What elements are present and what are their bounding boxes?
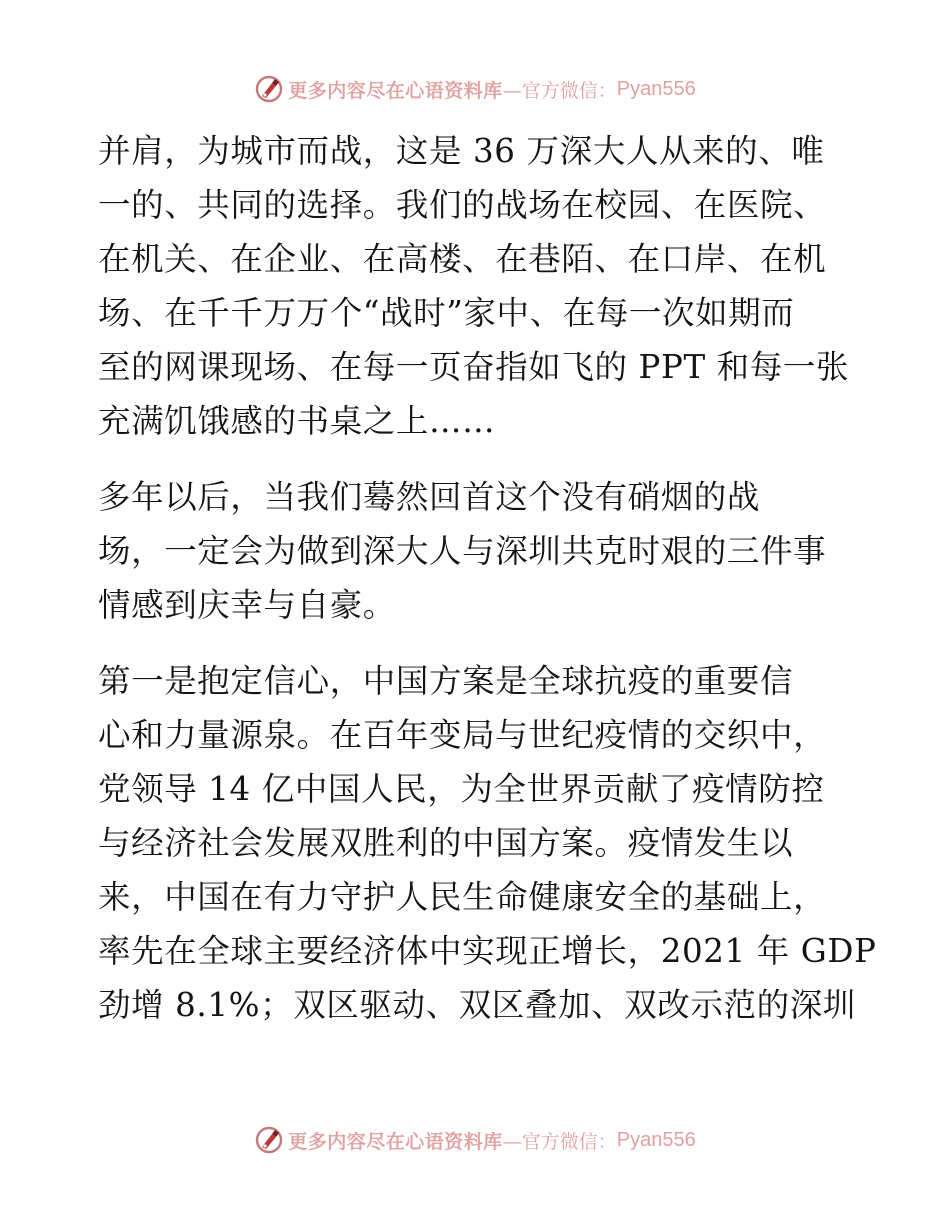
header-banner-main-text: 更多内容尽在心语资料库: [288, 79, 503, 102]
pen-nib-logo-icon: [254, 1125, 284, 1155]
text-line: 率先在全球主要经济体中实现正增长，2021 年 GDP: [98, 932, 877, 970]
footer-banner-separator: —官方微信：: [502, 1130, 617, 1153]
footer-banner-main-text: 更多内容尽在心语资料库: [288, 1130, 503, 1153]
footer-banner-wechat-id: Pyan556: [616, 1128, 696, 1151]
paragraph-spacer: [98, 448, 858, 470]
pen-nib-logo-icon: [254, 74, 284, 104]
text-line: 与经济社会发展双胜利的中国方案。疫情发生以: [98, 824, 794, 862]
paragraph-1: [98, 124, 858, 448]
header-watermark-banner: [0, 72, 950, 106]
header-banner-separator: —官方微信：: [502, 79, 617, 102]
document-body: [98, 124, 877, 1032]
paragraph-3: [98, 654, 877, 1032]
text-line: 心和力量源泉。在百年变局与世纪疫情的交织中，: [98, 716, 827, 754]
text-line: 并肩，为城市而战，这是 36 万深大人从来的、唯: [98, 132, 825, 170]
footer-watermark-banner: [0, 1123, 950, 1157]
text-line: 多年以后，当我们蓦然回首这个没有硝烟的战: [98, 478, 761, 516]
text-line: 第一是抱定信心，中国方案是全球抗疫的重要信: [98, 662, 794, 700]
paragraph-spacer: [98, 632, 858, 654]
text-line: 党领导 14 亿中国人民，为全世界贡献了疫情防控: [98, 770, 825, 808]
text-line: 一的、共同的选择。我们的战场在校园、在医院、: [98, 186, 827, 224]
text-line: 来，中国在有力守护人民生命健康安全的基础上，: [98, 878, 827, 916]
text-line: 劲增 8.1%；双区驱动、双区叠加、双改示范的深圳: [98, 986, 856, 1024]
text-line: 至的网课现场、在每一页奋指如飞的 PPT 和每一张: [98, 348, 850, 386]
paragraph-2: [98, 470, 858, 632]
text-line: 在机关、在企业、在高楼、在巷陌、在口岸、在机: [98, 240, 827, 278]
text-line: 情感到庆幸与自豪。: [98, 586, 396, 624]
text-line: 场、在千千万万个“战时”家中、在每一次如期而: [98, 294, 795, 332]
text-line: 场，一定会为做到深大人与深圳共克时艰的三件事: [98, 532, 827, 570]
header-banner-wechat-id: Pyan556: [616, 77, 696, 100]
text-line: 充满饥饿感的书桌之上……: [98, 402, 496, 440]
